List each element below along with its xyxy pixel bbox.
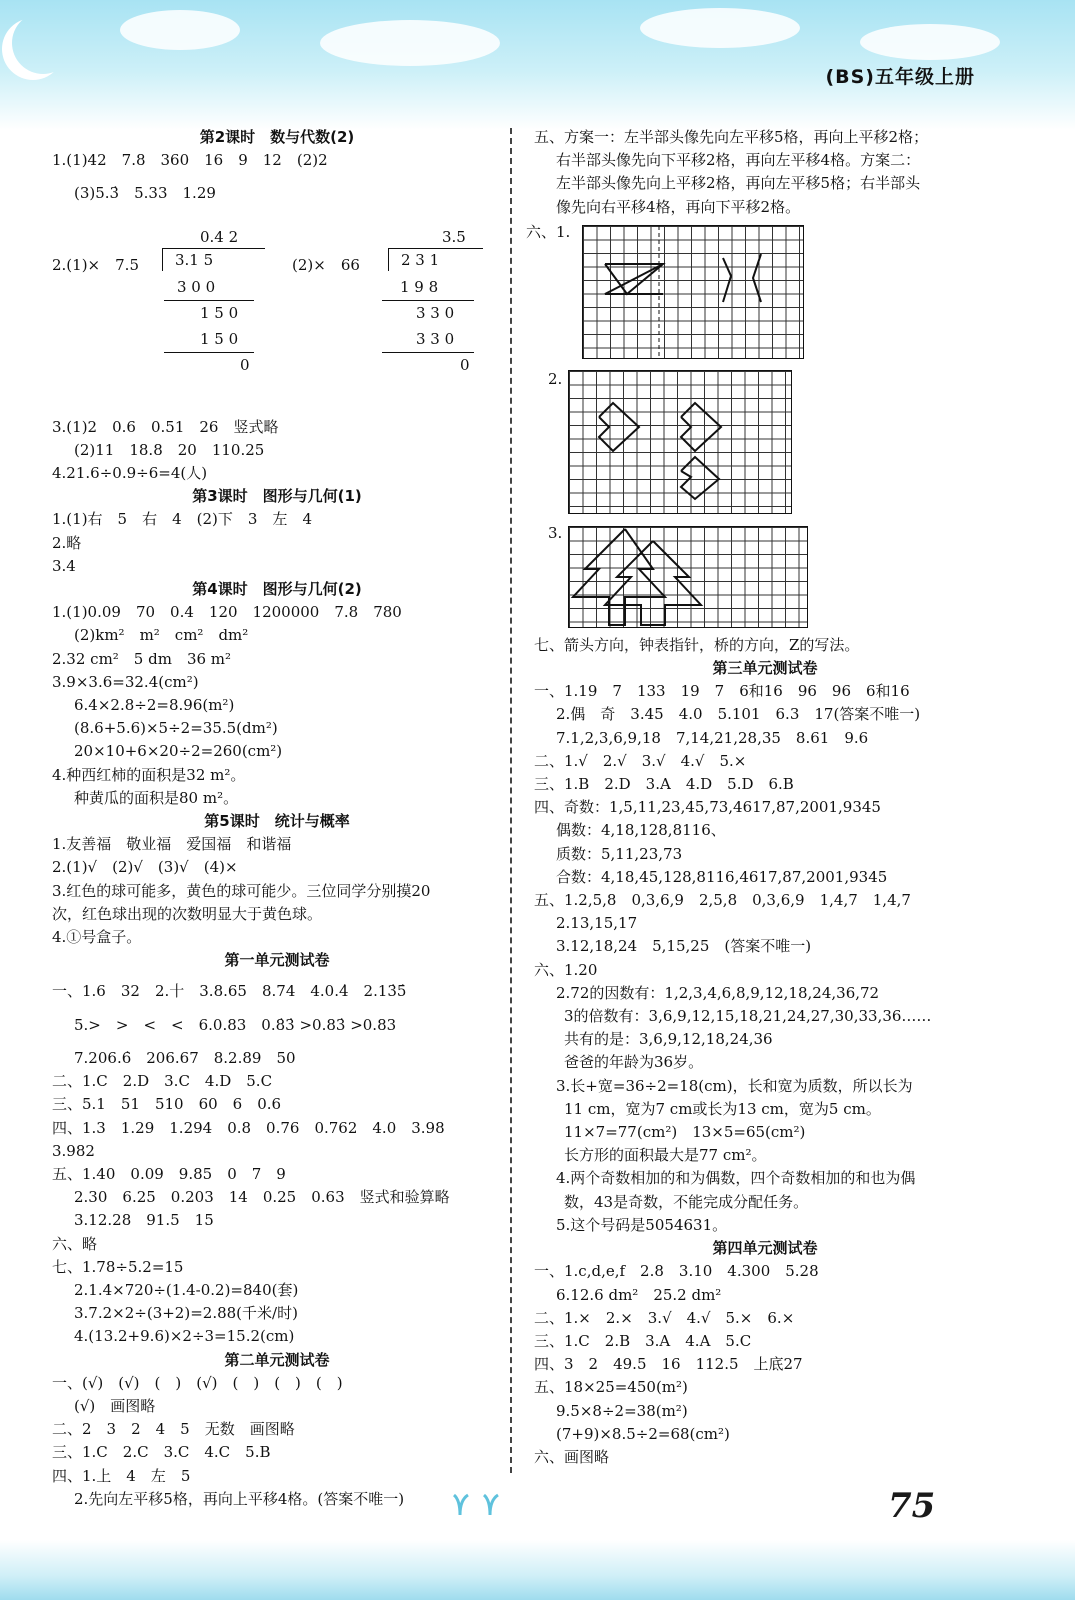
answer-line: 种黄瓜的面积是80 m²。 [74,788,239,807]
answer-line: 爸爸的年龄为36岁。 [564,1053,704,1072]
answer-line: 2.13,15,17 [556,914,638,933]
answer-line: (√) 画图略 [74,1396,156,1415]
cloud-decoration [320,20,500,66]
answer-line: 左半部头像先向上平移2格，再向左平移5格；右半部头 [556,174,921,193]
section-title: 第2课时 数与代数(2) [199,128,355,146]
section-title: 第4课时 图形与几何(2) [192,580,362,599]
answer-line: 1.(1)0.09 70 0.4 120 1200000 7.8 780 [52,603,402,622]
answer-label: 2. [548,369,563,388]
division-row: 1 9 8 [400,277,439,296]
answer-line: 次，红色球出现的次数明显大于黄色球。 [52,904,323,923]
answer-line: (2)11 18.8 20 110.25 [74,440,265,459]
answer-line: 7.206.6̇ 206.67 8.2.89 50 [74,1048,296,1067]
answer-line: 3的倍数有：3,6,9,12,15,18,21,24,27,30,33,36…… [564,1007,932,1026]
cloud-decoration [120,10,240,50]
answer-label: (2)× 66 [292,255,360,274]
answer-label: 3. [548,523,563,542]
answer-line: 数，43是奇数，不能完成分配任务。 [564,1192,809,1211]
answer-line: 一、1.19 7 133 19 7 6和16 96 96 6和16 [534,682,910,701]
division-row: 3 0 0 [177,277,216,296]
answer-line: 6.12.6 dm² 25.2 dm² [556,1285,722,1304]
answer-line: (8.6+5.6)×5÷2=35.5(dm²) [74,719,278,738]
answer-line: 三、1.B 2.D 3.A 4.D 5.D 6.B [534,775,794,794]
grid-figure [568,526,808,628]
answer-line: 2.1.4×720÷(1.4-0.2)=840(套) [74,1280,299,1299]
answer-line: 5.> > < < 6.0.83 0.8̇3̇ >0.83̇ >0.83 [74,1015,397,1034]
cloud-decoration [640,8,800,48]
answer-line: 4.(13.2+9.6)×2÷3=15.2(cm) [74,1327,295,1346]
answer-line: 1.(1)42 7.8 360 16 9 12 (2)2 [52,151,328,170]
answer-line: 1.(1)右 5 右 4 (2)下 3 左 4 [52,510,312,529]
answer-line: 11×7=77(cm²) 13×5=65(cm²) [564,1123,806,1142]
answer-line: 六、1.20 [534,960,598,979]
answer-line: 11 cm，宽为7 cm或长为13 cm，宽为5 cm。 [564,1099,881,1118]
figure-block-3 [534,522,996,634]
answer-line: 五、方案一：左半部头像先向左平移5格，再向上平移2格； [534,128,929,146]
section-title: 第3课时 图形与几何(1) [192,487,362,506]
answer-line: 一、1.c,d,e,f 2.8 3.10 4.300 5.28 [534,1262,819,1281]
answer-line: 3.7.2×2÷(3+2)=2.88(千米/时) [74,1304,298,1323]
grade-label: (BS)五年级上册 [825,66,975,88]
right-column [526,126,996,1469]
answer-line: 共有的是：3,6,9,12,18,24,36 [564,1030,773,1049]
section-title: 第三单元测试卷 [712,659,818,678]
answer-line: 四、1.3 1.29 1.294 0.8 0.76 0.762 4.0 3.98 [52,1118,445,1137]
answer-label: 六、1. [526,222,571,241]
column-divider [510,128,512,1473]
section-title: 第5课时 统计与概率 [204,812,350,831]
figure-block-2 [534,364,996,522]
footer-wave [0,1540,1075,1600]
section-title: 第一单元测试卷 [224,951,330,970]
answer-line: 一、1.6 32 2.十 3.8.65 8.74 4.0.4̇ 2.13̇5̇ [52,982,407,1001]
answer-line: 3.982 [52,1141,95,1160]
answer-line: 二、2 3 2 4 5 无数 画图略 [52,1420,295,1439]
answer-line: 3.12.28 91.5 15 [74,1211,214,1230]
answer-line: 2.略 [52,533,82,552]
answer-line: 2.30 6.25 0.203 14 0.25 0.63 竖式和验算略 [74,1188,450,1207]
page-header [0,0,1075,130]
answer-line: 3.长+宽=36÷2=18(cm)，长和宽为质数，所以长为 [556,1076,913,1095]
division-quotient: 3.5 [442,227,466,246]
answer-line: 五、1.40 0.09 9.85 0 7 9 [52,1164,286,1183]
answer-line: 三、1.C 2.B 3.A 4.A 5.C [534,1331,752,1350]
division-dividend: 3.1 5 [162,248,265,271]
answer-line: (2)km² m² cm² dm² [74,626,249,645]
sprout-icon [450,1485,510,1525]
answer-line: 2.(1)√ (2)√ (3)√ (4)× [52,858,238,877]
answer-line: 质数：5,11,23,73 [556,844,683,863]
answer-line: 七、箭头方向，钟表指针，桥的方向，Z的写法。 [534,635,860,654]
answer-line: 3.(1)2 0.6 0.51 26 竖式略 [52,417,279,436]
answer-line: 3.12,18,24 5,15,25 (答案不唯一) [556,937,812,956]
division-dividend: 2 3 1 [388,248,483,271]
answer-line: 3.红色的球可能多，黄色的球可能少。三位同学分别摸20 [52,881,431,900]
section-title: 第四单元测试卷 [712,1239,818,1258]
answer-line: 3.9×3.6=32.4(cm²) [52,672,199,691]
answer-line: 二、1.√ 2.√ 3.√ 4.√ 5.× [534,751,747,770]
answer-line: 7.1,2,3,6,9,18 7,14,21,28,35 8.61 9.6 [556,728,869,747]
answer-line: 四、奇数：1,5,11,23,45,73,4617,87,2001,9345 [534,798,881,817]
division-quotient: 0.4 2 [200,227,239,246]
division-row: 0 [460,355,470,374]
answer-line: (7+9)×8.5÷2=68(cm²) [556,1424,730,1443]
cloud-decoration [860,24,1000,60]
answer-line: 一、(√) (√) ( ) (√) ( ) ( ) ( ) [52,1373,343,1392]
division-row: 3 3 0 [416,329,455,348]
translation-figure [583,226,803,358]
long-division-block [52,206,502,416]
answer-line: 长方形的面积最大是77 cm²。 [564,1146,767,1165]
answer-line: 2.先向左平移5格，再向上平移4格。(答案不唯一) [74,1489,405,1508]
answer-line: 4.种西红柿的面积是32 m²。 [52,765,246,784]
answer-line: 四、1.上 4 左 5 [52,1466,191,1485]
answer-label: 2.(1)× 7.5 [52,255,139,274]
answer-line: 4.21.6÷0.9÷6=4(人) [52,464,208,483]
answer-line: 4.①号盒子。 [52,928,142,947]
answer-line: 偶数：4,18,128,8116、 [556,821,726,840]
answer-line: (3)5.3̇ 5.33 1.29 [74,184,216,203]
section-title: 第二单元测试卷 [224,1350,330,1369]
answer-line: 三、5.1 51 510 60 6 0.6 [52,1095,282,1114]
answer-line: 像先向右平移4格，再向下平移2格。 [556,197,801,216]
answer-line: 2.偶 奇 3.45 4.0 5.101 6.3 17(答案不唯一) [556,705,921,724]
division-row: 3 3 0 [416,303,455,322]
answer-line: 20×10+6×20÷2=260(cm²) [74,742,283,761]
moon-icon [12,12,74,74]
left-column [52,126,502,1511]
division-row: 1 5 0 [200,303,239,322]
answer-line: 4.两个奇数相加的和为偶数，四个奇数相加的和也为偶 [556,1169,916,1188]
tree-figure [569,527,807,627]
answer-line: 六、画图略 [534,1447,610,1466]
answer-line: 合数：4,18,45,128,8116,4617,87,2001,9345 [556,867,888,886]
answer-line: 二、1.× 2.× 3.√ 4.√ 5.× 6.× [534,1308,795,1327]
answer-line: 3.4 [52,556,76,575]
answer-line: 右半部头像先向下平移2格，再向左平移4格。方案二： [556,151,921,170]
rotation-figure [569,371,791,513]
answer-line: 9.5×8÷2=38(m²) [556,1401,688,1420]
answer-line: 二、1.C 2.D 3.C 4.D 5.C [52,1072,273,1091]
answer-line: 七、1.78÷5.2=15 [52,1257,184,1276]
answer-line: 四、3 2 49.5 16 112.5 上底27 [534,1355,803,1374]
answer-line: 2.72的因数有：1,2,3,4,6,8,9,12,18,24,36,72 [556,983,880,1002]
answer-line: 5.这个号码是5054631。 [556,1215,728,1234]
answer-line: 三、1.C 2.C 3.C 4.C 5.B [52,1443,271,1462]
answer-line: 2.32 cm² 5 dm 36 m² [52,649,232,668]
answer-line: 五、1.2,5,8 0,3,6,9 2,5,8 0,3,6,9 1,4,7 1,4,7 [534,891,911,910]
answer-line: 六、略 [52,1234,98,1253]
grid-figure [568,370,792,514]
division-row: 0 [240,355,250,374]
answer-line: 五、18×25=450(m²) [534,1378,688,1397]
answer-line: 1.友善福 敬业福 爱国福 和谐福 [52,835,292,854]
grid-figure [582,225,804,359]
page-number: 75 [888,1486,936,1526]
answer-line: 6.4×2.8÷2=8.96(m²) [74,696,235,715]
division-row: 1 5 0 [200,329,239,348]
figure-block-1 [526,219,996,364]
